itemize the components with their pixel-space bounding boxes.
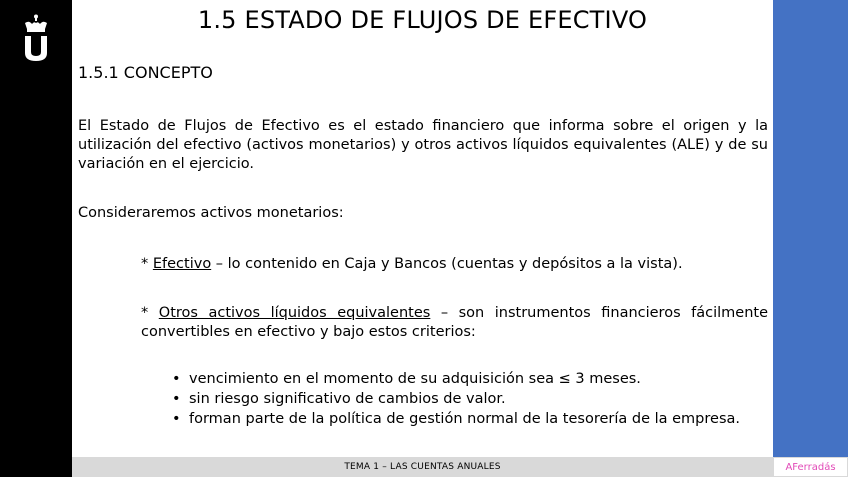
item-prefix: * xyxy=(141,305,159,321)
bullet-icon: • xyxy=(172,371,181,387)
list-item-text: sin riesgo significativo de cambios de valor. xyxy=(189,391,506,407)
bullet-icon: • xyxy=(172,391,181,407)
item-description: – son instrumentos financieros fácilmente convertibles en efectivo y bajo estos criterios: xyxy=(141,305,769,340)
item-term: Efectivo xyxy=(152,256,212,272)
intro-paragraph: El Estado de Flujos de Efectivo es el estado financiero que informa sobre el origen y la utilización del efectivo (activos monetarios) y otros activos líquidos equivalentes (ALE) y de su variación en el ejercicio. xyxy=(78,118,768,172)
list-item-text: forman parte de la política de gestión normal de la tesorería de la empresa. xyxy=(189,411,740,427)
crowned-u-logo-icon xyxy=(20,14,52,62)
item-otros-activos xyxy=(141,304,768,342)
left-sidebar xyxy=(0,0,72,477)
section-heading: 1.5.1 CONCEPTO xyxy=(78,63,213,82)
bullet-icon: • xyxy=(172,411,181,427)
list-item-text: vencimiento en el momento de su adquisición sea ≤ 3 meses. xyxy=(189,371,641,387)
item-term: Otros activos líquidos equivalentes xyxy=(158,305,431,321)
footer-bar xyxy=(72,457,773,477)
list-item xyxy=(172,410,768,429)
footer-text: TEMA 1 – LAS CUENTAS ANUALES xyxy=(344,462,501,472)
item-prefix: * xyxy=(141,256,153,272)
consider-paragraph: Consideraremos activos monetarios: xyxy=(78,205,344,221)
item-description: – lo contenido en Caja y Bancos (cuentas y depósitos a la vista). xyxy=(211,256,683,272)
right-accent-bar xyxy=(773,0,848,457)
slide-title: 1.5 ESTADO DE FLUJOS DE EFECTIVO xyxy=(197,6,648,34)
item-efectivo xyxy=(141,255,768,274)
list-item xyxy=(172,370,768,389)
criteria-list xyxy=(172,370,768,430)
author-label: AFerradás xyxy=(773,457,848,477)
list-item xyxy=(172,390,768,409)
